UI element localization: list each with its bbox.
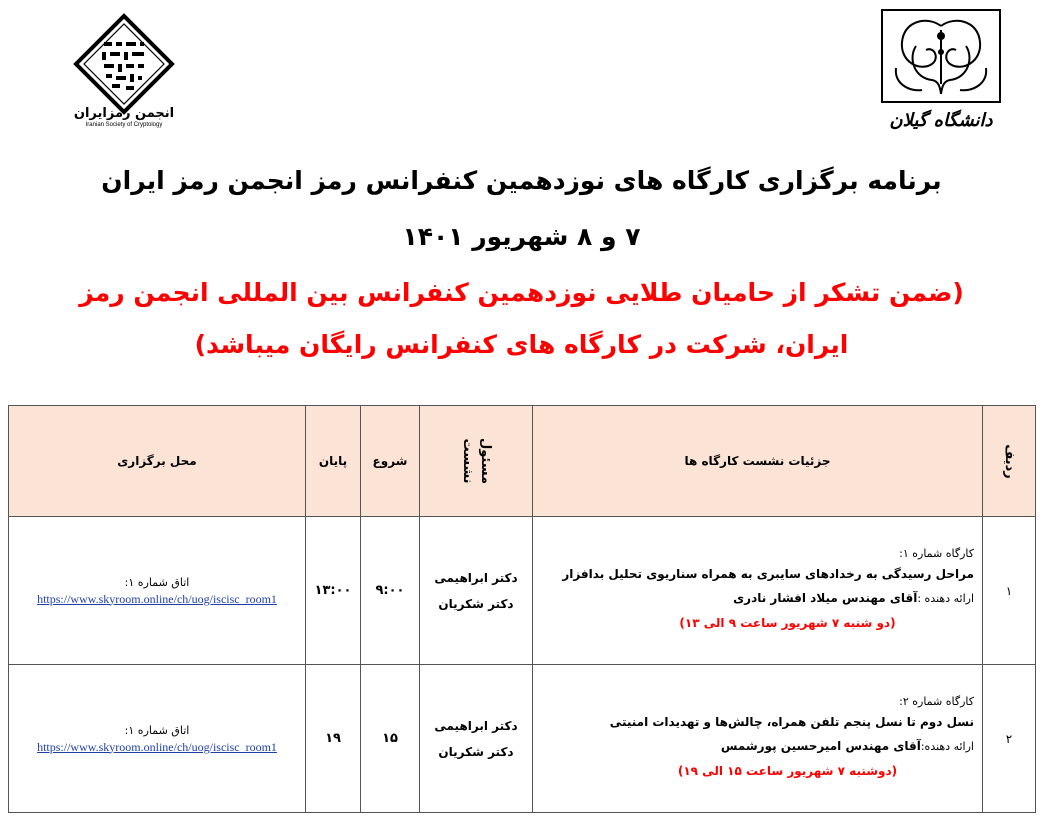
table-row	[9, 517, 1036, 665]
header-end: پایان	[306, 406, 361, 517]
row-number: ۱	[983, 517, 1036, 665]
presenter: ارائه دهنده :آقای مهندس میلاد افشار نادری	[733, 591, 974, 605]
workshop-topic: مراحل رسیدگی به رخدادهای سایبری به همراه سناریوی تحلیل بدافزار	[562, 567, 974, 581]
workshop-topic: نسل دوم تا نسل پنجم تلفن همراه، چالش‌ها و تهدیدات امنیتی	[609, 715, 974, 729]
responsible-2: دکتر شکریان	[438, 744, 514, 759]
society-name-english: Iranian Society of Cryptology	[85, 122, 163, 128]
presenter: ارائه دهنده:آقای مهندس امیرحسین پورشمس	[720, 739, 974, 753]
room-link[interactable]: https://www.skyroom.online/ch/uog/iscisc_room1	[37, 591, 277, 606]
date-line: ۷ و ۸ شهریور ۱۴۰۱	[402, 222, 641, 251]
details-cell	[533, 665, 983, 813]
responsible-1: دکتر ابراهیمی	[434, 570, 518, 585]
header-start: شروع	[361, 406, 420, 517]
room-label: اتاق شماره ۱:	[124, 575, 190, 589]
end-time: ۱۹	[306, 665, 361, 813]
row-number: ۲	[983, 665, 1036, 813]
start-time: ۹:۰۰	[361, 517, 420, 665]
responsible-1: دکتر ابراهیمی	[434, 718, 518, 733]
details-cell	[533, 517, 983, 665]
notice-line-1: (ضمن تشکر از حامیان طلایی نوزدهمین کنفرانس بین المللی انجمن رمز	[79, 278, 964, 307]
university-name: دانشگاه گیلان	[889, 110, 993, 131]
page-title: برنامه برگزاری کارگاه های نوزدهمین کنفرانس رمز انجمن رمز ایران	[101, 166, 942, 195]
society-name: انجمن رمزایران	[73, 106, 175, 121]
end-time: ۱۳:۰۰	[306, 517, 361, 665]
header-responsible-label: مسئول نشست	[459, 437, 493, 485]
notice-line-2: ایران، شرکت در کارگاه های کنفرانس رایگان میباشد)	[194, 330, 849, 359]
workshop-number: کارگاه شماره ۱:	[899, 547, 974, 560]
workshop-time: (دوشنبه ۷ شهریور ساعت ۱۵ الی ۱۹)	[677, 764, 898, 778]
room-link[interactable]: https://www.skyroom.online/ch/uog/iscisc_room1	[37, 739, 277, 754]
workshop-schedule-table	[8, 405, 1036, 813]
workshop-number: کارگاه شماره ۲:	[899, 695, 974, 708]
start-time: ۱۵	[361, 665, 420, 813]
responsible-2: دکتر شکریان	[438, 596, 514, 611]
room-label: اتاق شماره ۱:	[124, 723, 190, 737]
location-cell	[9, 665, 306, 813]
responsible-cell	[420, 665, 533, 813]
table-row	[9, 665, 1036, 813]
responsible-cell	[420, 517, 533, 665]
header-row-no: ردیف	[983, 406, 1036, 517]
header-location: محل برگزاری	[9, 406, 306, 517]
header-details: جزئیات نشست کارگاه ها	[533, 406, 983, 517]
header-responsible	[420, 406, 533, 517]
workshop-time: (دو شنبه ۷ شهریور ساعت ۹ الی ۱۳)	[679, 616, 896, 630]
table-header-row	[9, 406, 1036, 517]
location-cell	[9, 517, 306, 665]
